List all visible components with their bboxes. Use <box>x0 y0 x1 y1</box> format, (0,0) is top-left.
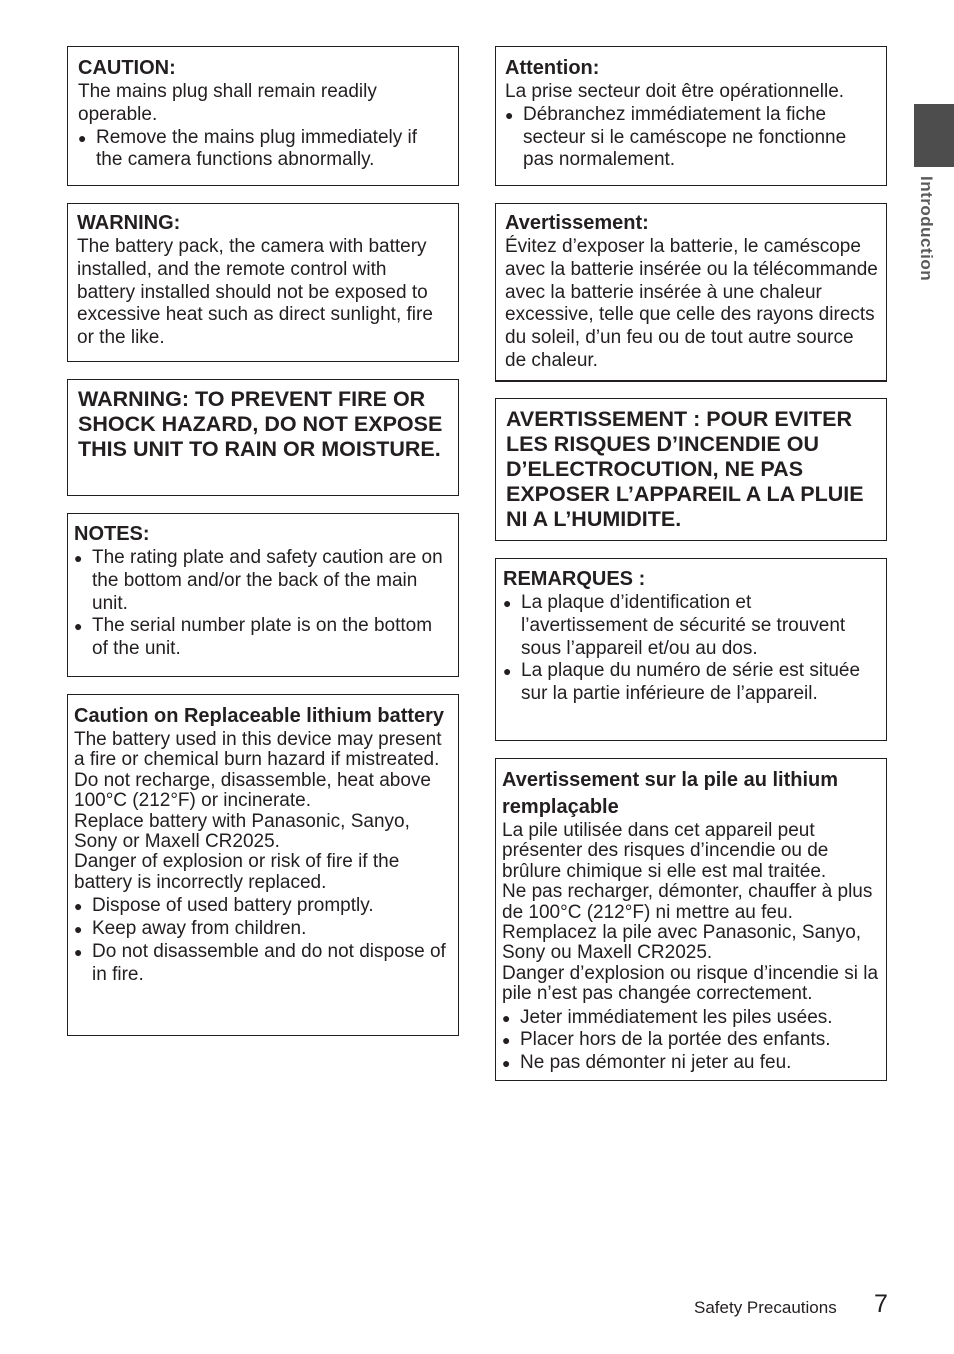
list-item: ● La plaque du numéro de série est située sur la partie inférieure de l’appareil. <box>503 660 878 706</box>
list-item: ● Keep away from children. <box>74 918 450 941</box>
lithium-paragraph: Danger of explosion or risk of fire if the battery is incorrectly replaced. <box>74 851 400 893</box>
caution-box <box>67 46 459 186</box>
fire-warning-text: WARNING: TO PREVENT FIRE OR SHOCK HAZARD, DO NOT EXPOSE THIS UNIT TO RAIN OR MOISTURE. <box>78 387 443 461</box>
notes-heading: NOTES: <box>74 523 150 545</box>
attention-body: La prise secteur doit être opérationnelle. <box>505 81 845 102</box>
attention-bullets <box>505 104 878 172</box>
caution-body: The mains plug shall remain readily operable. <box>78 81 377 125</box>
fire-avertissement-box <box>495 398 887 541</box>
lithium-fr-paragraph: Danger d’explosion ou risque d’incendie si la pile n’est pas changée correctement. <box>502 962 879 1005</box>
warning-heading: WARNING: <box>77 212 181 234</box>
fire-avertissement-text: AVERTISSEMENT : POUR EVITER LES RISQUES D’INCENDIE OU D’ELECTROCUTION, NE PAS EXPOSER L’APPAREIL A LA PLUIE NI A L’HUMIDITE. <box>506 407 864 531</box>
footer-section-title: Safety Precautions <box>694 1298 837 1317</box>
avertissement-heading: Avertissement: <box>505 212 649 234</box>
attention-heading: Attention: <box>505 57 600 79</box>
list-item: ● Jeter immédiatement les piles usées. <box>502 1007 882 1030</box>
list-item: ● The rating plate and safety caution are on the bottom and/or the back of the main unit. <box>74 547 448 615</box>
warning-body: The battery pack, the camera with battery installed, and the remote control with battery installed should not be exposed to excessive heat such as direct sunlight, fire or the like. <box>77 236 433 349</box>
list-item: ● Do not disassemble and do not dispose of in fire. <box>74 941 450 987</box>
list-item: ● Débranchez immédiatement la fiche secteur si le caméscope ne fonctionne pas normalement. <box>505 104 878 172</box>
lithium-bullets <box>74 895 450 986</box>
lithium-paragraph: The battery used in this device may present a fire or chemical burn hazard if mistreated. <box>74 729 442 771</box>
notes-box <box>67 513 459 677</box>
lithium-fr-heading: Avertissement sur la pile au lithium remplaçable <box>502 769 839 818</box>
lithium-paragraph: Replace battery with Panasonic, Sanyo, Sony or Maxell CR2025. <box>74 810 410 853</box>
list-item: ● Ne pas démonter ni jeter au feu. <box>502 1052 882 1075</box>
lithium-caution-box <box>67 694 459 1036</box>
list-item: ● Remove the mains plug immediately if the camera functions abnormally. <box>78 127 448 173</box>
avertissement-body: Évitez d’exposer la batterie, le caméscope avec la batterie insérée ou la télécommande avec la batterie insérée à une chaleur excessive, telle que celle des rayons directs du soleil, d’un feu ou de tout autre source de chaleur. <box>505 236 878 371</box>
section-tab-marker <box>914 104 954 167</box>
lithium-fr-paragraph: Ne pas recharger, démonter, chauffer à plus de 100°C (212°F) ni mettre au feu. <box>502 881 873 923</box>
attention-box <box>495 46 887 186</box>
remarques-bullets <box>503 592 878 706</box>
avertissement-box <box>495 203 887 382</box>
lithium-heading: Caution on Replaceable lithium battery <box>74 705 445 727</box>
section-tab-label: Introduction <box>917 176 936 282</box>
lithium-fr-paragraph: Remplacez la pile avec Panasonic, Sanyo, Sony ou Maxell CR2025. <box>502 922 862 964</box>
notes-bullets <box>74 547 448 661</box>
caution-bullets <box>78 127 448 173</box>
lithium-avertissement-box <box>495 758 887 1081</box>
list-item: ● The serial number plate is on the bottom of the unit. <box>74 615 448 661</box>
remarques-heading: REMARQUES : <box>503 568 646 590</box>
caution-heading: CAUTION: <box>78 57 176 79</box>
remarques-box <box>495 558 887 741</box>
lithium-fr-paragraph: La pile utilisée dans cet appareil peut présenter des risques d’incendie ou de brûlure chimique si elle est mal traitée. <box>502 820 829 882</box>
list-item: ● La plaque d’identification et l’avertissement de sécurité se trouvent sous l’appareil et/ou au dos. <box>503 592 878 660</box>
fire-warning-box <box>67 379 459 496</box>
list-item: ● Dispose of used battery promptly. <box>74 895 450 918</box>
page-number: 7 <box>874 1290 888 1318</box>
lithium-paragraph: Do not recharge, disassemble, heat above 100°C (212°F) or incinerate. <box>74 769 431 812</box>
list-item: ● Placer hors de la portée des enfants. <box>502 1029 882 1052</box>
lithium-fr-bullets <box>502 1007 882 1075</box>
warning-box <box>67 203 459 362</box>
